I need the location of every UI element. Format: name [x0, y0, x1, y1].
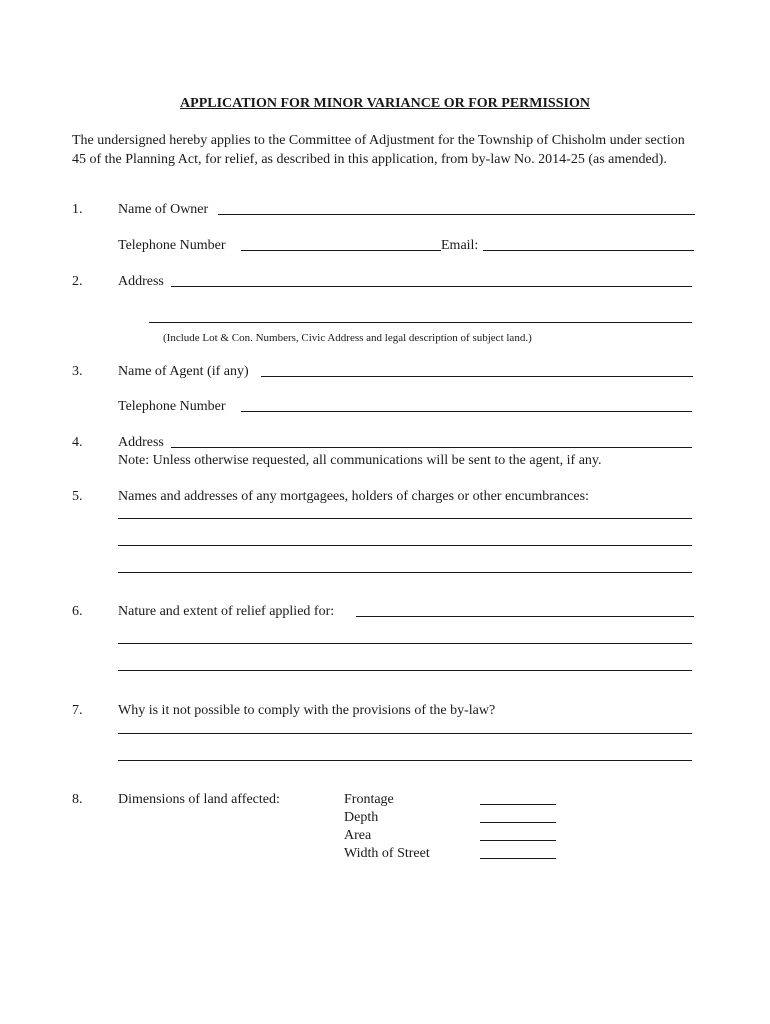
frontage-field[interactable] [480, 804, 556, 805]
item-8-number: 8. [72, 792, 83, 807]
item-2-number: 2. [72, 274, 83, 289]
form-title: APPLICATION FOR MINOR VARIANCE OR FOR PERMISSION [180, 96, 590, 111]
agent-telephone-field[interactable] [241, 411, 692, 412]
mortgagees-field-1[interactable] [118, 518, 692, 519]
mortgagees-label: Names and addresses of any mortgagees, holders of charges or other encumbrances: [118, 489, 589, 504]
depth-field[interactable] [480, 822, 556, 823]
relief-field-3[interactable] [118, 670, 692, 671]
compliance-field-2[interactable] [118, 760, 692, 761]
agent-address-label: Address [118, 435, 164, 450]
area-label: Area [344, 828, 372, 843]
owner-telephone-field[interactable] [241, 250, 441, 251]
width-of-street-label: Width of Street [344, 846, 430, 861]
item-4-number: 4. [72, 435, 83, 450]
intro-paragraph: The undersigned hereby applies to the Committee of Adjustment for the Township of Chisholm under section 45 of the Planning Act, for relief, as described in this application, from by-law No. 2014-25 (as amended). [72, 133, 685, 167]
relief-field-2[interactable] [118, 643, 692, 644]
owner-address-label: Address [118, 274, 164, 289]
item-1-number: 1. [72, 202, 83, 217]
area-field[interactable] [480, 840, 556, 841]
agent-communication-note: Note: Unless otherwise requested, all communications will be sent to the agent, if any. [118, 453, 602, 468]
owner-telephone-label: Telephone Number [118, 238, 226, 253]
mortgagees-field-3[interactable] [118, 572, 692, 573]
address-note: (Include Lot & Con. Numbers, Civic Address and legal description of subject land.) [163, 332, 532, 344]
agent-telephone-label: Telephone Number [118, 399, 226, 414]
compliance-field-1[interactable] [118, 733, 692, 734]
dimensions-label: Dimensions of land affected: [118, 792, 280, 807]
agent-name-label: Name of Agent (if any) [118, 364, 249, 379]
relief-label: Nature and extent of relief applied for: [118, 604, 335, 619]
agent-address-field[interactable] [171, 447, 692, 448]
owner-address-field-2[interactable] [149, 322, 692, 323]
owner-email-field[interactable] [483, 250, 694, 251]
mortgagees-field-2[interactable] [118, 545, 692, 546]
relief-field-1[interactable] [356, 616, 694, 617]
width-of-street-field[interactable] [480, 858, 556, 859]
agent-name-field[interactable] [261, 376, 693, 377]
depth-label: Depth [344, 810, 379, 825]
compliance-label: Why is it not possible to comply with the provisions of the by-law? [118, 703, 496, 718]
item-6-number: 6. [72, 604, 83, 619]
owner-name-label: Name of Owner [118, 202, 209, 217]
owner-name-field[interactable] [218, 214, 695, 215]
owner-address-field-1[interactable] [171, 286, 692, 287]
frontage-label: Frontage [344, 792, 394, 807]
item-3-number: 3. [72, 364, 83, 379]
owner-email-label: Email: [441, 238, 479, 253]
item-5-number: 5. [72, 489, 83, 504]
item-7-number: 7. [72, 703, 83, 718]
